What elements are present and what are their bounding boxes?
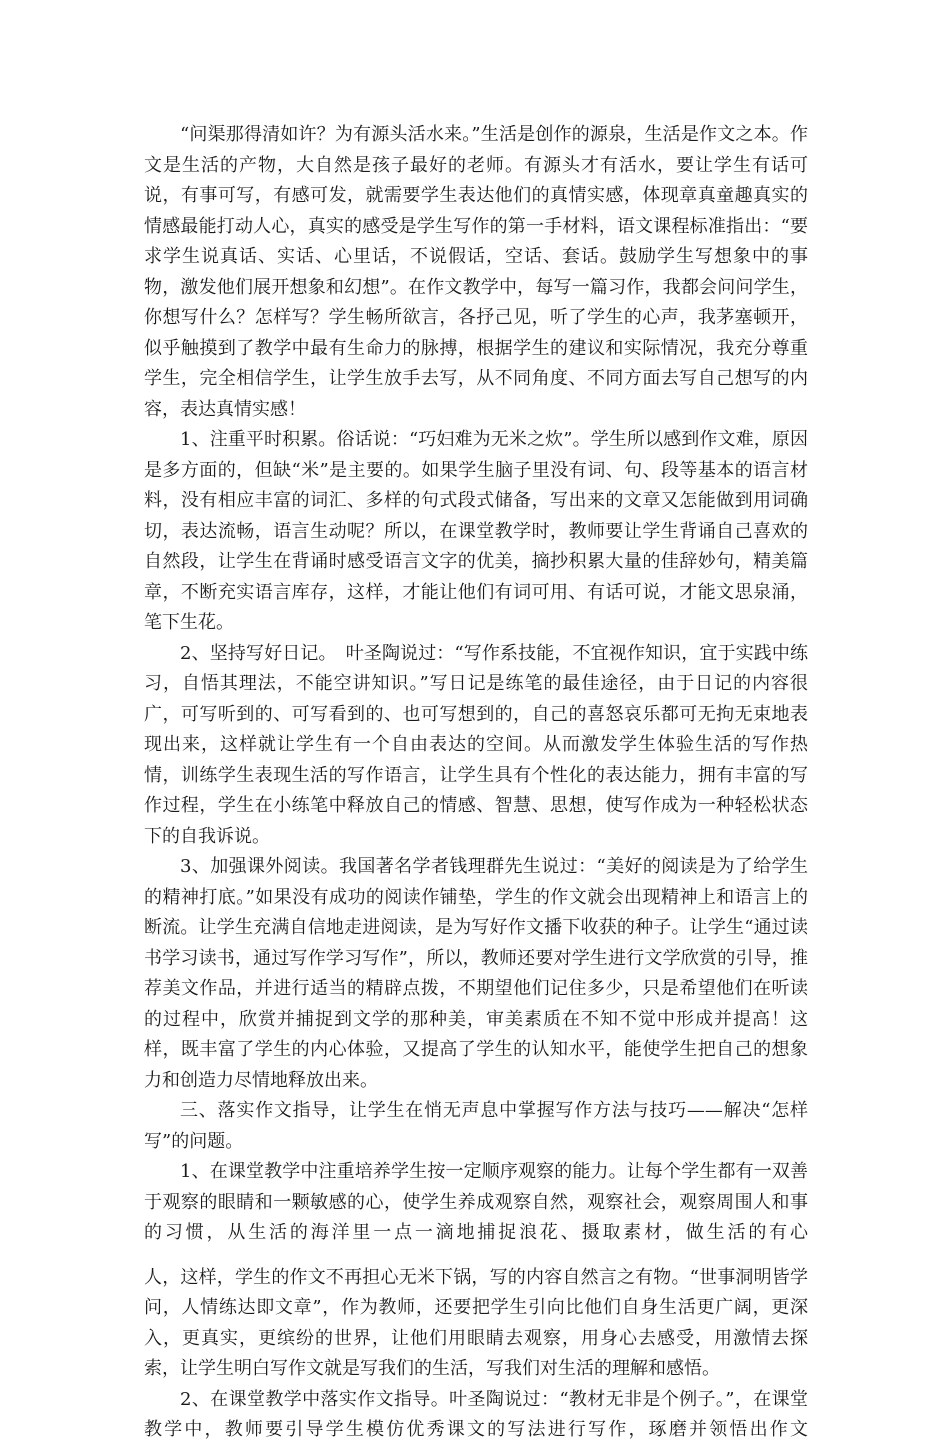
paragraph-intro: “问渠那得清如许？为有源头活水来。”生活是创作的源泉，生活是作文之本。作文是生活的产物，大自然是孩子最好的老师。有源头才有活水，要让学生有话可说，有事可写，有感可发，就需要学生表达他们的真情实感，体现章真童趣真实的情感最能打动人心，真实的感受是学生写作的第一手材料，语文课程标准指出：“要求学生说真话、实话、心里话，不说假话，空话、套话。鼓励学生写想象中的事物，激发他们展开想象和幻想”。在作文教学中，每写一篇习作，我都会问问学生，你想写什么？怎样写？学生畅所欲言，各抒己见，听了学生的心声，我茅塞顿开，似乎触摸到了教学中最有生命力的脉搏，根据学生的建议和实际情况，我充分尊重学生，完全相信学生，让学生放手去写，从不同角度、不同方面去写自己想写的内容，表达真情实感！ — [144, 124, 808, 420]
paragraph-reading: 3、加强课外阅读。我国著名学者钱理群先生说过：“美好的阅读是为了给学生的精神打底。”如果没有成功的阅读作铺垫，学生的作文就会出现精神上和语言上的断流。让学生充满自信地走进阅读，是为写好作文播下收获的种子。让学生“通过读书学习读书，通过写作学习写作”，所以，教师还要对学生进行文学欣赏的引导，推荐美文作品，并进行适当的精辟点拨，不期望他们记住多少，只是希望他们在听读的过程中，欣赏并捕捉到文学的那种美，审美素质在不知不觉中形成并提高！这样，既丰富了学生的内心体验，又提高了学生的认知水平，能使学生把自己的想象力和创造力尽情地释放出来。 — [144, 856, 808, 1091]
paragraph-observation-continued: 人，这样，学生的作文不再担心无米下锅，写的内容自然言之有物。“世事洞明皆学问，人情练达即文章”，作为教师，还要把学生引向比他们自身生活更广阔，更深入，更真实，更缤纷的世界，让他们用眼睛去观察，用身心去感受，用激情去探索，让学生明白写作文就是写我们的生活，写我们对生活的理解和感悟。 — [144, 1266, 808, 1379]
section-heading-writing-guidance: 三、落实作文指导，让学生在悄无声息中掌握写作方法与技巧——解决“怎样写”的问题。 — [144, 1100, 808, 1152]
body-text — [144, 120, 808, 1446]
paragraph-observation: 1、在课堂教学中注重培养学生按一定顺序观察的能力。让每个学生都有一双善于观察的眼睛和一颗敏感的心，使学生养成观察自然，观察社会，观察周围人和事的习惯，从生活的海洋里一点一滴地捕捉浪花、摄取素材，做生活的有心 — [144, 1161, 808, 1243]
paragraph-classroom-guidance: 2、在课堂教学中落实作文指导。叶圣陶说过：“教材无非是个例子。”，在课堂教学中，教师要引导学生模仿优秀课文的写法进行写作，琢磨并领悟出作文 — [144, 1388, 808, 1440]
paragraph-diary: 2、坚持写好日记。 叶圣陶说过：“写作系技能，不宜视作知识，宜于实践中练习，自悟其理法，不能空讲知识。”写日记是练笔的最佳途径，由于日记的内容很广，可写听到的、可写看到的、也可写想到的，自己的喜怒哀乐都可无拘无束地表现出来，这样就让学生有一个自由表达的空间。从而激发学生体验生活的写作热情，训练学生表现生活的写作语言，让学生具有个性化的表达能力，拥有丰富的写作过程，学生在小练笔中释放自己的情感、智慧、思想，使写作成为一种轻松状态下的自我诉说。 — [144, 642, 808, 847]
paragraph-accumulation: 1、注重平时积累。俗话说：“巧妇难为无米之炊”。学生所以感到作文难，原因是多方面的，但缺“米”是主要的。如果学生脑子里没有词、句、段等基本的语言材料，没有相应丰富的词汇、多样的句式段式储备，写出来的文章又怎能做到用词确切，表达流畅，语言生动呢？所以，在课堂教学时，教师要让学生背诵自己喜欢的自然段，让学生在背诵时感受语言文字的优美，摘抄积累大量的佳辞妙句，精美篇章，不断充实语言库存，这样，才能让他们有词可用、有话可说，才能文思泉涌，笔下生花。 — [144, 429, 808, 633]
